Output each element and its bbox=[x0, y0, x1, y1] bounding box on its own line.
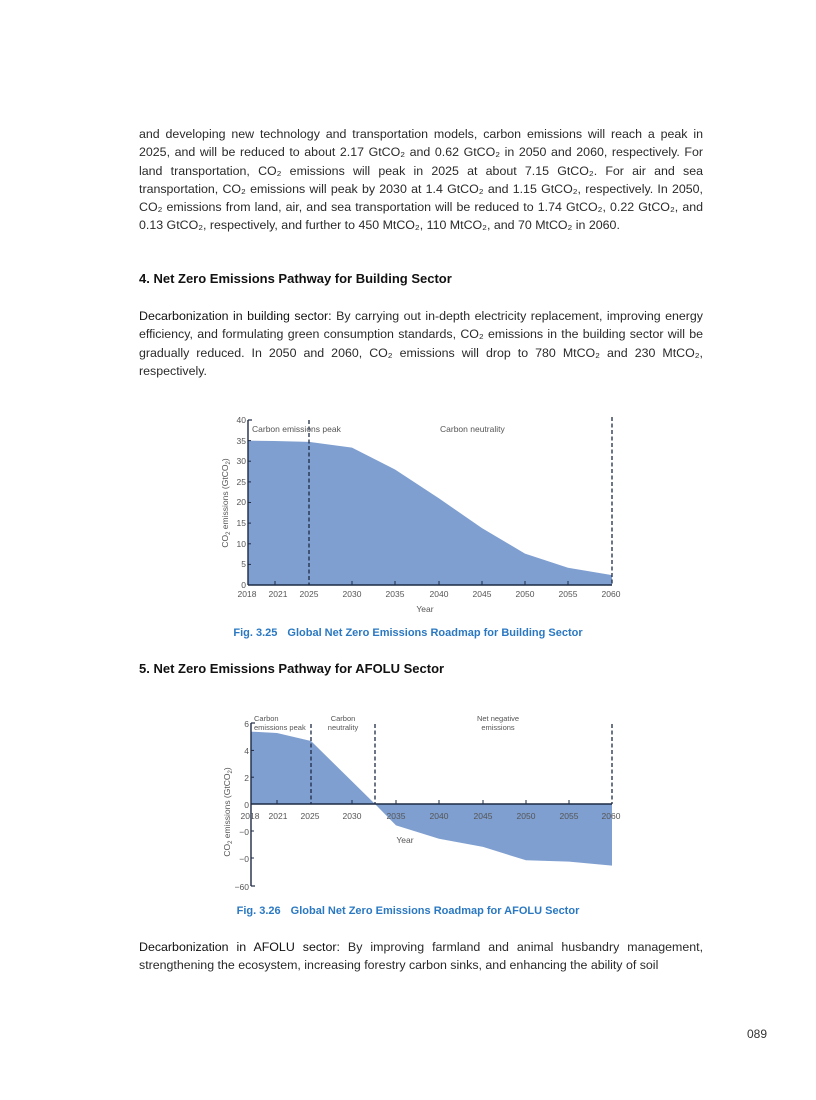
svg-text:2030: 2030 bbox=[342, 589, 362, 599]
annotation-carbon-emissions-peak: Carbon emissions peak bbox=[252, 424, 341, 434]
svg-text:40: 40 bbox=[236, 415, 246, 425]
annotation-carbon-neutrality: Carbon neutrality bbox=[327, 714, 359, 732]
svg-text:4: 4 bbox=[244, 746, 249, 756]
building-sector-lead: Decarbonization in building sector: bbox=[139, 309, 332, 323]
svg-text:2050: 2050 bbox=[515, 589, 535, 599]
svg-text:2018: 2018 bbox=[237, 589, 257, 599]
building-sector-body: By carrying out in-depth electricity replacement, improving energy efficiency, and formulating green consumption standards, CO₂ emissions in the building sector will be gradually reduced. In 2050 and 2060, CO₂ emissions will drop to 780 MtCO₂ and 230 MtCO₂, respectively. bbox=[139, 309, 703, 378]
svg-text:2018: 2018 bbox=[240, 811, 260, 821]
svg-text:2025: 2025 bbox=[300, 811, 320, 821]
building-x-axis-label: Year bbox=[416, 604, 434, 614]
afolu-y-axis-label: $CO_2$ emissions (GtCO$_2$) bbox=[222, 767, 234, 857]
svg-text:2050: 2050 bbox=[516, 811, 536, 821]
svg-text:2055: 2055 bbox=[558, 589, 578, 599]
svg-text:2040: 2040 bbox=[429, 589, 449, 599]
afolu-x-tick-labels bbox=[241, 811, 621, 821]
figure-number: Fig. 3.25 bbox=[233, 627, 278, 639]
afolu-sector-paragraph bbox=[139, 938, 703, 975]
building-y-axis-label: $CO_2$ emissions (GtCO$_2$) bbox=[220, 458, 232, 548]
svg-text:2030: 2030 bbox=[342, 811, 362, 821]
svg-text:0: 0 bbox=[241, 580, 246, 590]
svg-text:2: 2 bbox=[244, 773, 249, 783]
svg-text:10: 10 bbox=[236, 539, 246, 549]
afolu-y-tick-labels bbox=[235, 719, 250, 892]
svg-text:2045: 2045 bbox=[473, 811, 493, 821]
svg-text:20: 20 bbox=[236, 497, 246, 507]
afolu-x-axis-label: Year bbox=[396, 835, 414, 845]
figure-3-26-caption bbox=[0, 905, 816, 917]
page-number: 089 bbox=[747, 1027, 768, 1041]
section-5-heading: 5. Net Zero Emissions Pathway for AFOLU Sector bbox=[139, 661, 445, 676]
afolu-sector-lead: Decarbonization in AFOLU sector: bbox=[139, 940, 340, 954]
svg-text:35: 35 bbox=[236, 436, 246, 446]
svg-text:5: 5 bbox=[241, 559, 246, 569]
svg-text:2021: 2021 bbox=[268, 589, 288, 599]
figure-title: Global Net Zero Emissions Roadmap for AFOLU Sector bbox=[290, 905, 580, 917]
afolu-emissions-area bbox=[251, 732, 612, 866]
svg-text:−0: −0 bbox=[239, 854, 249, 864]
svg-text:−60: −60 bbox=[234, 882, 249, 892]
annotation-net-negative-emissions: Net negative emissions bbox=[476, 714, 520, 732]
svg-text:30: 30 bbox=[236, 456, 246, 466]
section-4-heading: 4. Net Zero Emissions Pathway for Building Sector bbox=[139, 271, 452, 286]
annotation-carbon-neutrality: Carbon neutrality bbox=[440, 424, 505, 434]
svg-text:6: 6 bbox=[244, 719, 249, 729]
svg-text:2055: 2055 bbox=[559, 811, 579, 821]
svg-text:−0: −0 bbox=[239, 827, 249, 837]
svg-text:2045: 2045 bbox=[472, 589, 492, 599]
svg-text:2060: 2060 bbox=[601, 589, 621, 599]
svg-text:15: 15 bbox=[236, 518, 246, 528]
svg-text:0: 0 bbox=[244, 800, 249, 810]
intro-paragraph: and developing new technology and transportation models, carbon emissions will reach a peak in 2025, and will be reduced to about 2.17 GtCO₂ and 0.62 GtCO₂ in 2050 and 2060, respectively. For land transportation, CO₂ emissions will peak in 2025 at about 7.15 GtCO₂. For air and sea transportation, CO₂ emissions will peak by 2030 at 1.4 GtCO₂ and 1.15 GtCO₂, respectively. In 2050, CO₂ emissions from land, air, and sea transportation will be reduced to 1.74 GtCO₂, 0.22 GtCO₂, and 0.13 GtCO₂, respectively, and further to 450 MtCO₂, 110 MtCO₂, and 70 MtCO₂ in 2060. bbox=[139, 127, 703, 233]
figure-title: Global Net Zero Emissions Roadmap for Building Sector bbox=[287, 627, 583, 639]
svg-text:2035: 2035 bbox=[385, 589, 405, 599]
svg-text:2060: 2060 bbox=[601, 811, 621, 821]
svg-text:2035: 2035 bbox=[386, 811, 406, 821]
figure-number: Fig. 3.26 bbox=[236, 905, 281, 917]
svg-text:25: 25 bbox=[236, 477, 246, 487]
svg-text:2025: 2025 bbox=[299, 589, 319, 599]
svg-text:2021: 2021 bbox=[268, 811, 288, 821]
annotation-carbon-emissions-peak: Carbon emissions peak bbox=[254, 714, 306, 732]
afolu-sector-body: By improving farmland and animal husbandry management, strengthening the ecosystem, increasing forestry carbon sinks, and enhancing the ability of soil bbox=[139, 940, 704, 973]
svg-text:2040: 2040 bbox=[429, 811, 449, 821]
